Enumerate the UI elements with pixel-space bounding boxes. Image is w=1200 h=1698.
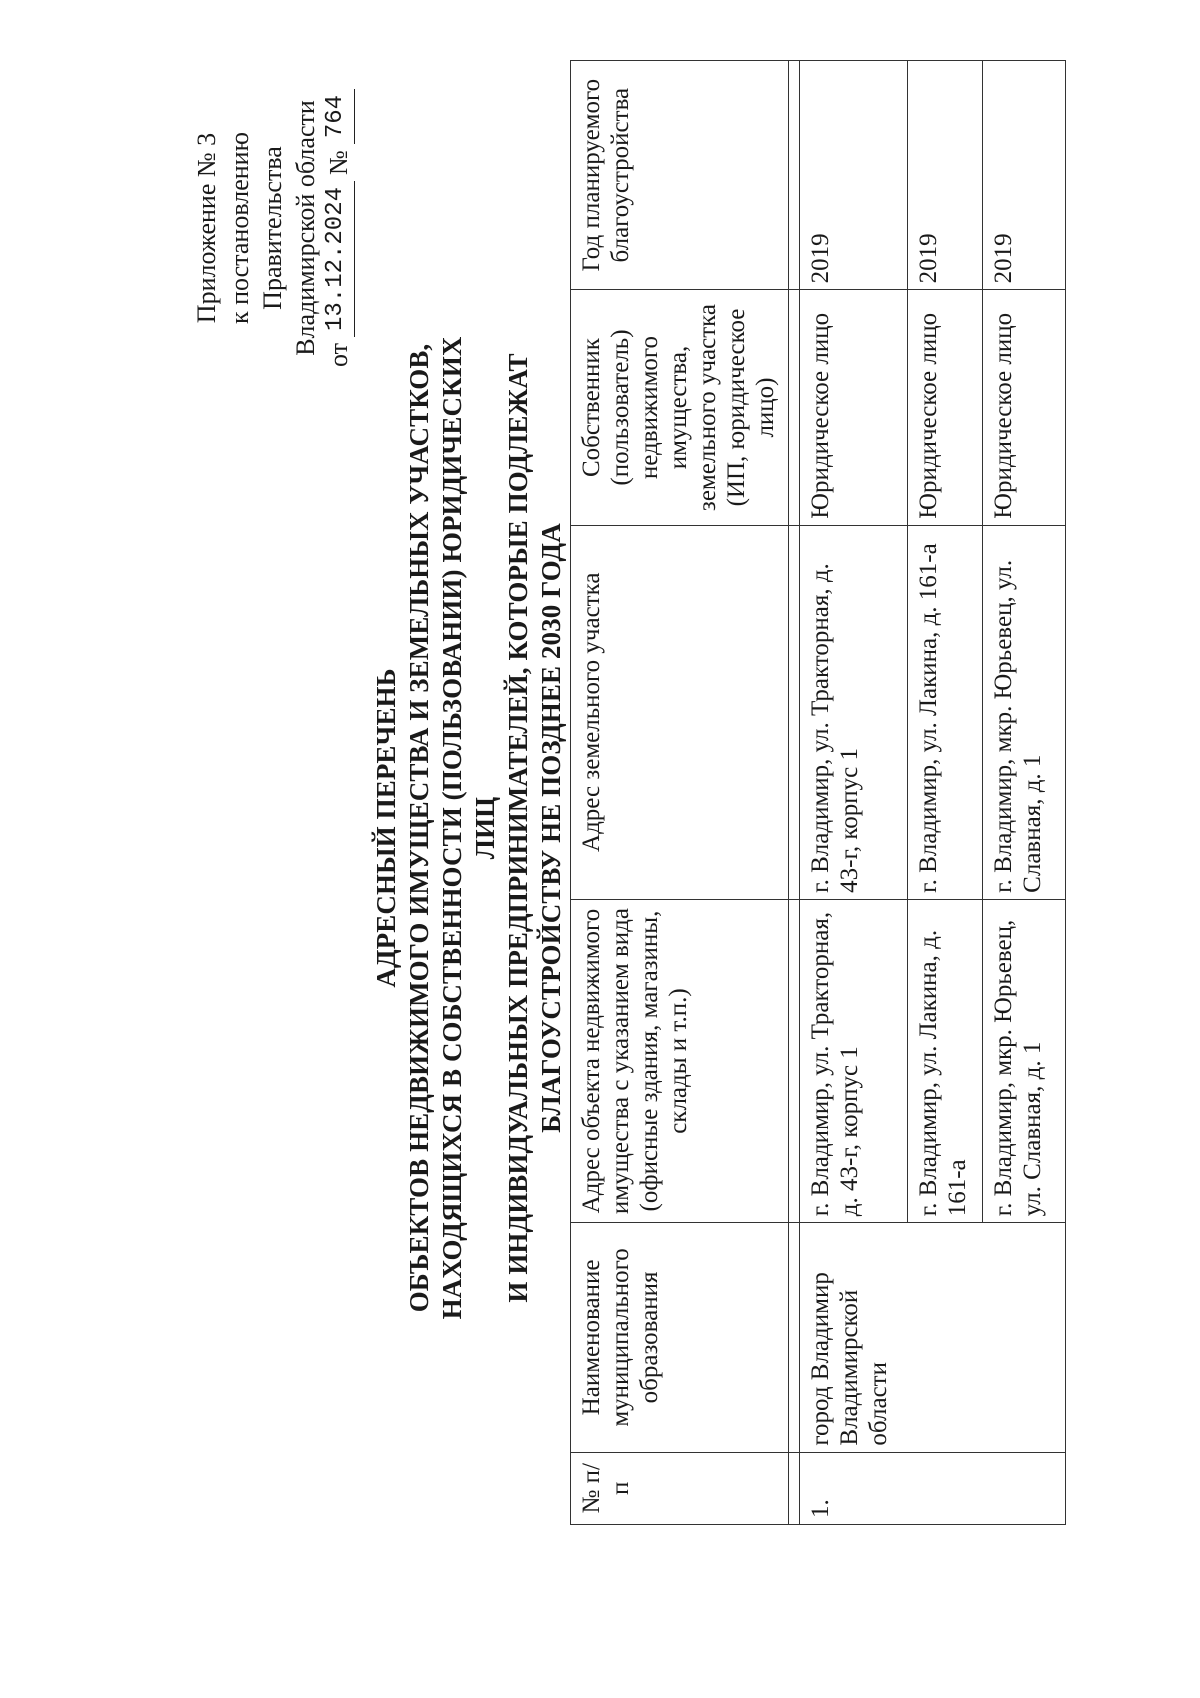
appendix-date-line [322,53,355,403]
resolution-number: 764 [322,89,355,144]
object-address-cell: г. Владимир, мкр. Юрьевец, ул. Славная, д. 1 [983,899,1066,1222]
appendix-line2: к постановлению Правительства [225,131,287,325]
land-address-cell: г. Владимир, ул. Лакина, д. 161-а [908,525,983,899]
year-cell: 2019 [800,61,908,290]
title-line5: БЛАГОУСТРОЙСТВУ НЕ ПОЗДНЕЕ 2030 ГОДА [536,523,566,1133]
year-cell: 2019 [983,61,1066,290]
appendix-line3: Владимирской области [291,100,320,356]
title-line1: АДРЕСНЫЙ ПЕРЕЧЕНЬ [371,668,401,988]
row-municipality: город Владимир Владимирской области [800,1223,1066,1452]
land-address-cell: г. Владимир, ул. Тракторная, д. 43-г, корпус 1 [800,525,908,899]
object-address-cell: г. Владимир, ул. Лакина, д. 161-а [908,899,983,1222]
address-list-table [570,60,1066,1525]
header-year: Год планируемого благоустройства [571,61,789,290]
table-row [800,61,908,1525]
header-number: № п/п [571,1452,789,1524]
title-line2: ОБЪЕКТОВ НЕДВИЖИМОГО ИМУЩЕСТВА И ЗЕМЕЛЬНЫХ УЧАСТКОВ, [404,343,434,1313]
year-cell: 2019 [908,61,983,290]
owner-cell: Юридическое лицо [908,290,983,525]
document-title [370,318,568,1338]
header-municipality: Наименование муниципального образования [571,1223,789,1452]
from-label: от [324,343,353,368]
header-object-address: Адрес объекта недвижимого имущества с указанием вида (офисные здания, магазины, склады и т.п.) [571,899,789,1222]
owner-cell: Юридическое лицо [800,290,908,525]
row-number: 1. [800,1452,1066,1524]
appendix-header [190,53,355,403]
land-address-cell: г. Владимир, мкр. Юрьевец, ул. Славная, д. 1 [983,525,1066,899]
table-header-row [571,61,789,1525]
title-line4: И ИНДИВИДУАЛЬНЫХ ПРЕДПРИНИМАТЕЛЕЙ, КОТОРЫЕ ПОДЛЕЖАТ [503,353,533,1303]
header-owner: Собственник (пользователь) недвижимого имущества, земельного участка (ИП, юридическое лицо) [571,290,789,525]
owner-cell: Юридическое лицо [983,290,1066,525]
appendix-line1: Приложение № 3 [192,132,221,324]
resolution-date: 13.12.2024 [322,181,355,337]
object-address-cell: г. Владимир, ул. Тракторная, д. 43-г, корпус 1 [800,899,908,1222]
title-line3: НАХОДЯЩИХСЯ В СОБСТВЕННОСТИ (ПОЛЬЗОВАНИИ) ЮРИДИЧЕСКИХ ЛИЦ [437,336,500,1320]
number-label: № [324,150,353,175]
table-gap-row [789,61,800,1525]
header-land-address: Адрес земельного участка [571,525,789,899]
